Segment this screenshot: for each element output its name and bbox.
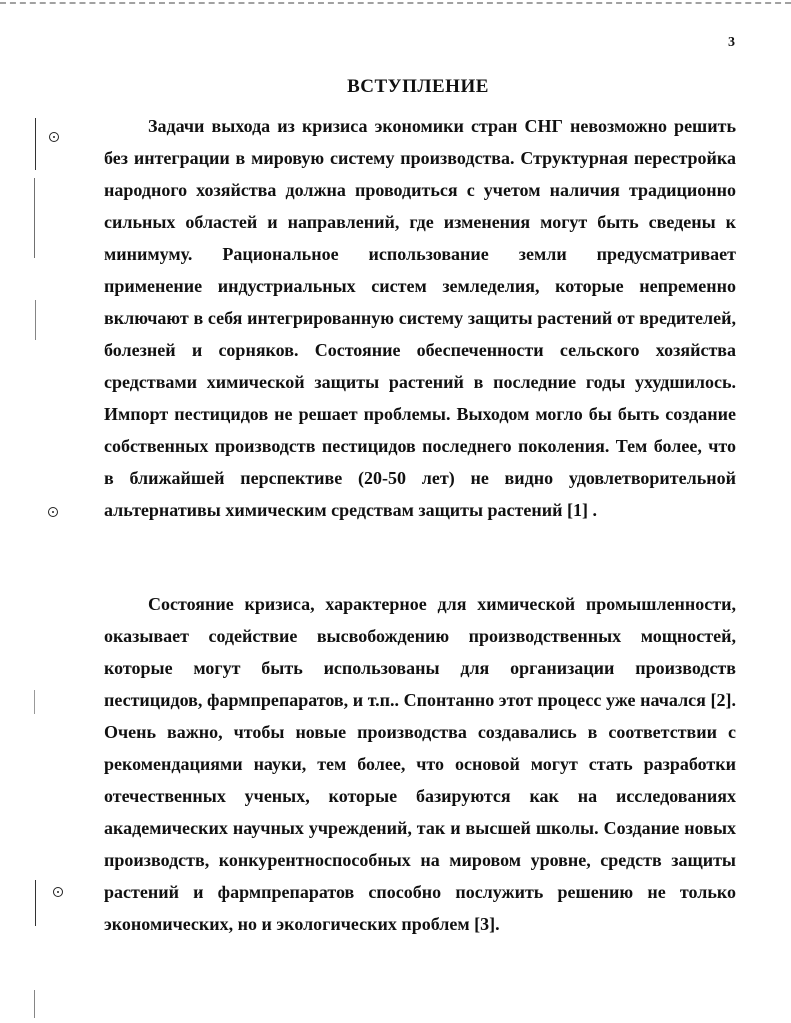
margin-scan-mark	[35, 880, 36, 926]
page-number: 3	[728, 35, 735, 50]
binding-hole-icon	[53, 887, 63, 897]
margin-scan-mark	[34, 690, 35, 714]
binding-hole-icon	[48, 507, 58, 517]
page-title: ВСТУПЛЕНИЕ	[347, 76, 489, 97]
paragraph-1: Задачи выхода из кризиса экономики стран СНГ невозможно решить без интеграции в мировую систему производства. Структурная перестройка народного хозяйства должна проводиться с учетом наличия традиционно сильных областей и направлений, где изменения могут быть сведены к минимуму. Рациональное использование земли предусматривает применение индустриальных систем земледелия, которые непременно включают в себя интегрированную систему защиты растений от вредителей, болезней и сорняков. Состояние обеспеченности сельского хозяйства средствами химической защиты растений в последние годы ухудшилось. Импорт пестицидов не решает проблемы. Выходом могло бы быть создание собственных производств пестицидов последнего поколения. Тем более, что в ближайшей перспективе (20-50 лет) не видно удовлетворительной альтернативы химическим средствам защиты растений [1] .	[104, 116, 736, 520]
paragraph-2: Состояние кризиса, характерное для химической промышленности, оказывает содействие высвобождению производственных мощностей, которые могут быть использованы для организации производств пестицидов, фармпрепаратов, и т.п.. Спонтанно этот процесс уже начался [2]. Очень важно, чтобы новые производства создавались в соответствии с рекомендациями науки, тем более, что основой могут стать разработки отечественных ученых, которые базируются как на исследованиях академических научных учреждений, так и высшей школы. Создание новых производств, конкурентноспособных на мировом уровне, средств защиты растений и фармпрепаратов способно послужить решению не только экономических, но и экологических проблем [3].	[104, 594, 736, 934]
margin-scan-mark	[35, 118, 36, 170]
margin-scan-mark	[34, 990, 35, 1018]
binding-hole-icon	[49, 132, 59, 142]
margin-scan-mark	[35, 300, 36, 340]
top-scan-rule	[0, 2, 791, 4]
margin-scan-mark	[34, 178, 35, 258]
